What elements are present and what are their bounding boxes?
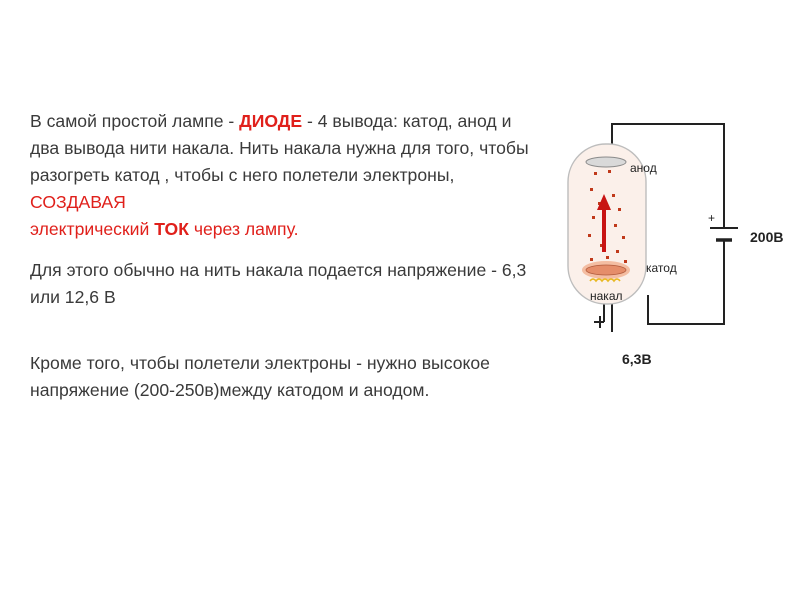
current-line-start: электрический [30,219,155,239]
intro-text: В самой простой лампе - [30,111,240,131]
cathode-label: катод [646,261,677,275]
current-line-end: через лампу. [188,219,299,239]
high-voltage-battery [710,228,738,248]
anode-label: анод [630,161,657,175]
paragraph-filament-voltage: Для этого обычно на нить накала подается напряжение - 6,3 или 12,6 В [30,260,527,307]
creating-term: СОЗДАВАЯ [30,192,126,212]
filament-voltage-label: 6,3В [622,351,652,367]
diode-circuit-diagram [560,110,800,380]
filament-label: накал [590,289,623,303]
plus-sign: + [708,211,716,225]
high-voltage-label: 200В [750,229,784,245]
slide-text [30,108,535,404]
paragraph-high-voltage: Кроме того, чтобы полетели электроны - нужно высокое напряжение (200-250в)между катодом и анодом. [30,353,490,400]
diode-term: ДИОДЕ [239,111,303,131]
cathode-plate [586,265,626,275]
paragraph-diode-intro [30,108,535,243]
current-term: ТОК [154,219,189,239]
anode-plate [586,157,626,167]
filament-battery [594,316,604,328]
diode-description: - 4 вывода: катод, анод и два вывода нити накала. Нить накала нужна для того, чтобы разогреть катод , чтобы с него полетели электроны, [30,111,529,185]
